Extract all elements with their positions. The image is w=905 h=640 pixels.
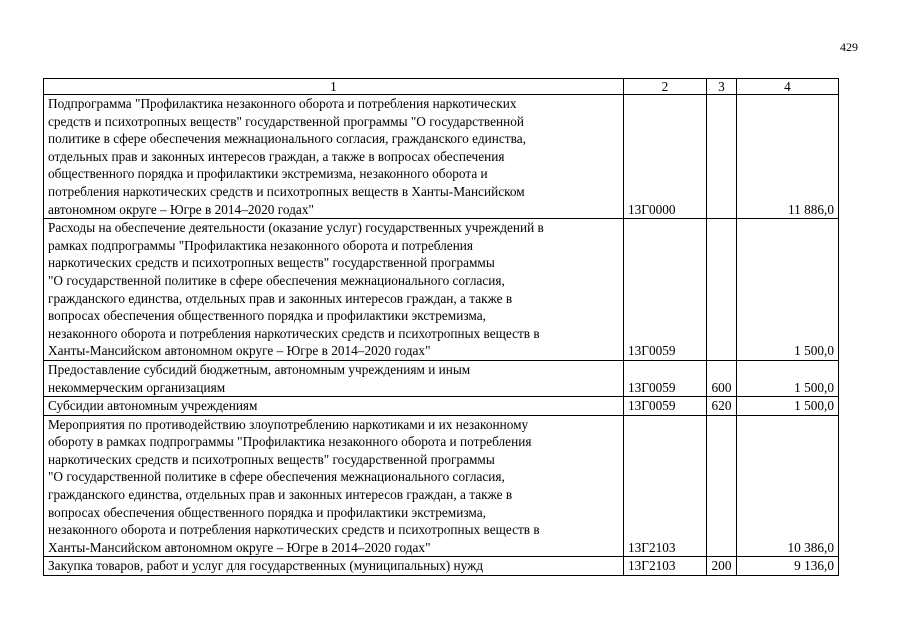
row-amount: 1 500,0 [737,397,839,416]
table-row [44,397,839,416]
row-expense-type: 200 [707,557,737,576]
column-header-3: 3 [707,79,737,95]
row-description: Мероприятия по противодействию злоупотреблению наркотиками и их незаконному обороту в рамках подпрограммы "Профилактика незаконного оборота и потребления наркотических средств и психотропных веществ" государственной программы "О государственной политике в сфере обеспечения межнационального согласия, гражданского единства, отдельных прав и законных интересов граждан, а также в вопросах обеспечения общественного порядка и профилактики экстремизма, незаконного оборота и потребления наркотических средств и психотропных веществ в Ханты-Мансийском автономном округе – Югре в 2014–2020 годах" [44,415,624,557]
page-number: 429 [840,40,858,54]
table-row [44,557,839,576]
table-row [44,360,839,396]
column-header-2: 2 [624,79,707,95]
row-description: Подпрограмма "Профилактика незаконного оборота и потребления наркотических средств и психотропных веществ" государственной программы "О государственной политике в сфере обеспечения межнационального согласия, гражданского единства, отдельных прав и законных интересов граждан, а также в вопросах обеспечения общественного порядка и профилактики экстремизма, незаконного оборота и потребления наркотических средств и психотропных веществ в Ханты-Мансийском автономном округе – Югре в 2014–2020 годах" [44,95,624,219]
row-amount: 10 386,0 [737,415,839,557]
row-description: Предоставление субсидий бюджетным, автономным учреждениям и иным некоммерческим организациям [44,360,624,396]
row-target-code: 13Г2103 [624,415,707,557]
row-target-code: 13Г0059 [624,219,707,361]
row-target-code: 13Г0059 [624,397,707,416]
row-description: Субсидии автономным учреждениям [44,397,624,416]
row-expense-type [707,415,737,557]
row-target-code: 13Г2103 [624,557,707,576]
table-row [44,95,839,219]
table-header-row [44,79,839,95]
table-row [44,415,839,557]
row-expense-type: 620 [707,397,737,416]
row-target-code: 13Г0000 [624,95,707,219]
column-header-1: 1 [44,79,624,95]
row-amount: 1 500,0 [737,360,839,396]
row-amount: 9 136,0 [737,557,839,576]
row-amount: 1 500,0 [737,219,839,361]
row-description: Закупка товаров, работ и услуг для государственных (муниципальных) нужд [44,557,624,576]
table-row [44,219,839,361]
row-description: Расходы на обеспечение деятельности (оказание услуг) государственных учреждений в рамках подпрограммы "Профилактика незаконного оборота и потребления наркотических средств и психотропных веществ" государственной программы "О государственной политике в сфере обеспечения межнационального согласия, гражданского единства, отдельных прав и законных интересов граждан, а также в вопросах обеспечения общественного порядка и профилактики экстремизма, незаконного оборота и потребления наркотических средств и психотропных веществ в Ханты-Мансийском автономном округе – Югре в 2014–2020 годах" [44,219,624,361]
budget-table [43,78,839,576]
row-amount: 11 886,0 [737,95,839,219]
row-expense-type: 600 [707,360,737,396]
row-expense-type [707,219,737,361]
column-header-4: 4 [737,79,839,95]
row-target-code: 13Г0059 [624,360,707,396]
row-expense-type [707,95,737,219]
